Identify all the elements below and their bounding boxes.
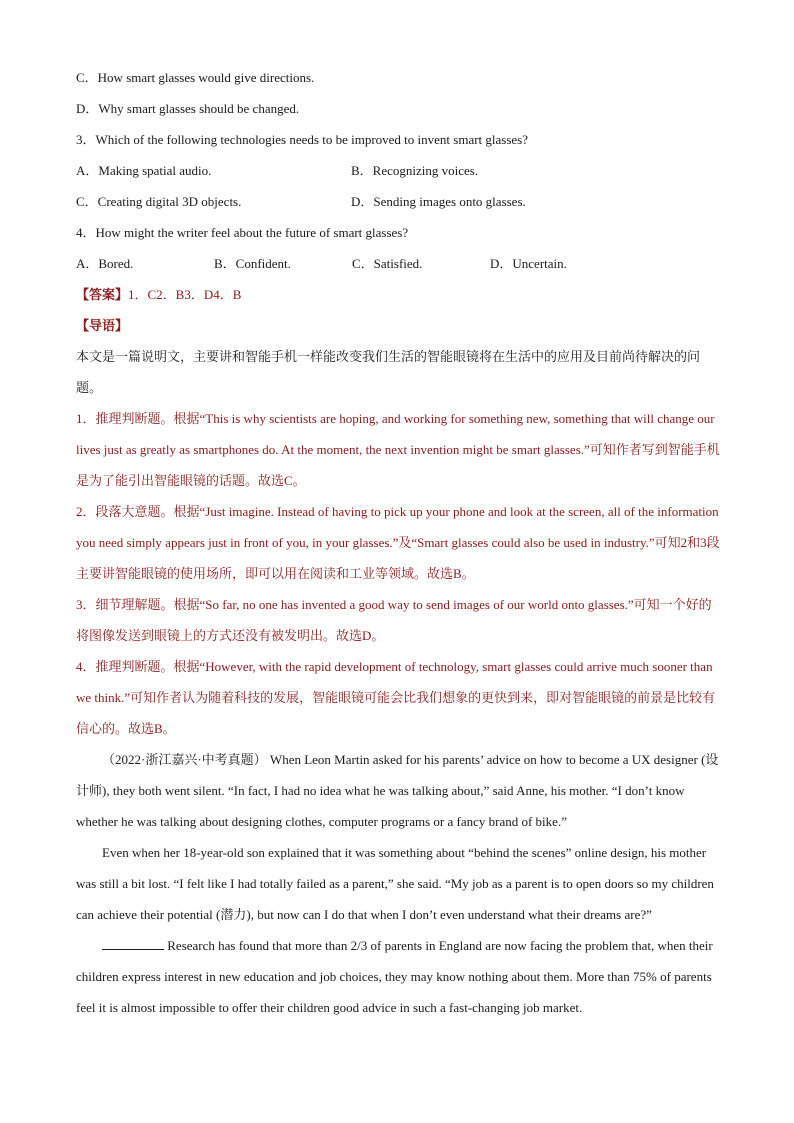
guide-label: 【导语】 bbox=[76, 318, 129, 333]
q2-option-d: D．Why smart glasses should be changed. bbox=[76, 101, 300, 116]
answer-blank[interactable] bbox=[102, 937, 164, 950]
analysis-item-3: 3．细节理解题。根据“So far, no one has invented a good way to send images of our world onto glasses.”可知一个好的将图像发送到眼镜上的方式还没有被发明出。故选D。 bbox=[76, 597, 712, 643]
answer-label: 【答案】 bbox=[76, 287, 129, 302]
q2-option-c: C．How smart glasses would give directions. bbox=[76, 70, 315, 85]
passage-p3-text: Research has found that more than 2/3 of parents in England are now facing the problem that, when their children express interest in new education and job choices, they may know nothing about them. More than 75% of parents feel it is almost impossible to offer their children good advice in such a fast-changing job market. bbox=[76, 938, 713, 1015]
q4-stem: 4．How might the writer feel about the future of smart glasses? bbox=[76, 225, 409, 240]
q3-option-c: C．Creating digital 3D objects. bbox=[76, 194, 242, 209]
q4-option-b: B．Confident. bbox=[214, 256, 291, 271]
q3-options-row-2 bbox=[76, 186, 720, 217]
q3-options-row-1 bbox=[76, 155, 720, 186]
q3-stem: 3．Which of the following technologies needs to be improved to invent smart glasses? bbox=[76, 132, 529, 147]
q4-options-row bbox=[76, 248, 720, 279]
answer-key bbox=[76, 279, 720, 310]
passage-p1-text: When Leon Martin asked for his parents’ advice on how to become a UX designer (设计师), they both went silent. “In fact, I had no idea what he was talking about,” said Anne, his mother. “I don’t know whether he was talking about designing clothes, computer programs or a fancy brand of bike.” bbox=[76, 752, 719, 829]
passage-paragraph-1 bbox=[76, 744, 720, 837]
q3-option-d: D．Sending images onto glasses. bbox=[351, 194, 526, 209]
analysis-item-1: 1．推理判断题。根据“This is why scientists are hoping, and working for something new, something that will change our lives just as greatly as smartphones do. At the moment, the next invention might be smart glasses.”可知作者写到智能手机是为了能引出智能眼镜的话题。故选C。 bbox=[76, 411, 720, 488]
document-page bbox=[76, 62, 720, 1023]
q3-option-a: A．Making spatial audio. bbox=[76, 163, 212, 178]
q3-option-b: B．Recognizing voices. bbox=[351, 163, 479, 178]
passage-paragraph-2: Even when her 18-year-old son explained that it was something about “behind the scenes” online design, his mother was still a bit lost. “I felt like I had totally failed as a parent,” she said. “My job as a parent is to open doors so my children can achieve their potential (潜力), but now can I do that when I don’t even understand what their dreams are?” bbox=[76, 845, 714, 922]
guide-text: 本文是一篇说明文，主要讲和智能手机一样能改变我们生活的智能眼镜将在生活中的应用及目前尚待解决的问题。 bbox=[76, 349, 701, 395]
passage-source: （2022·浙江嘉兴·中考真题） bbox=[102, 752, 267, 767]
q4-option-a: A．Bored. bbox=[76, 256, 134, 271]
analysis-item-4: 4．推理判断题。根据“However, with the rapid development of technology, smart glasses could arrive much sooner than we think.”可知作者认为随着科技的发展，智能眼镜可能会比我们想象的更快到来，即对智能眼镜的前景是比较有信心的。故选B。 bbox=[76, 659, 716, 736]
answer-text: 1．C2．B3．D4．B bbox=[128, 287, 242, 302]
q4-option-c: C．Satisfied. bbox=[352, 256, 423, 271]
q4-option-d: D．Uncertain. bbox=[490, 256, 567, 271]
analysis-item-2: 2．段落大意题。根据“Just imagine. Instead of having to pick up your phone and look at the screen, all of the information you need simply appears just in front of you, in your glasses.”及“Smart glasses could also be used in industry.”可知2和3段主要讲智能眼镜的使用场所，即可以用在阅读和工业等领域。故选B。 bbox=[76, 504, 720, 581]
passage-paragraph-3 bbox=[76, 930, 720, 1023]
